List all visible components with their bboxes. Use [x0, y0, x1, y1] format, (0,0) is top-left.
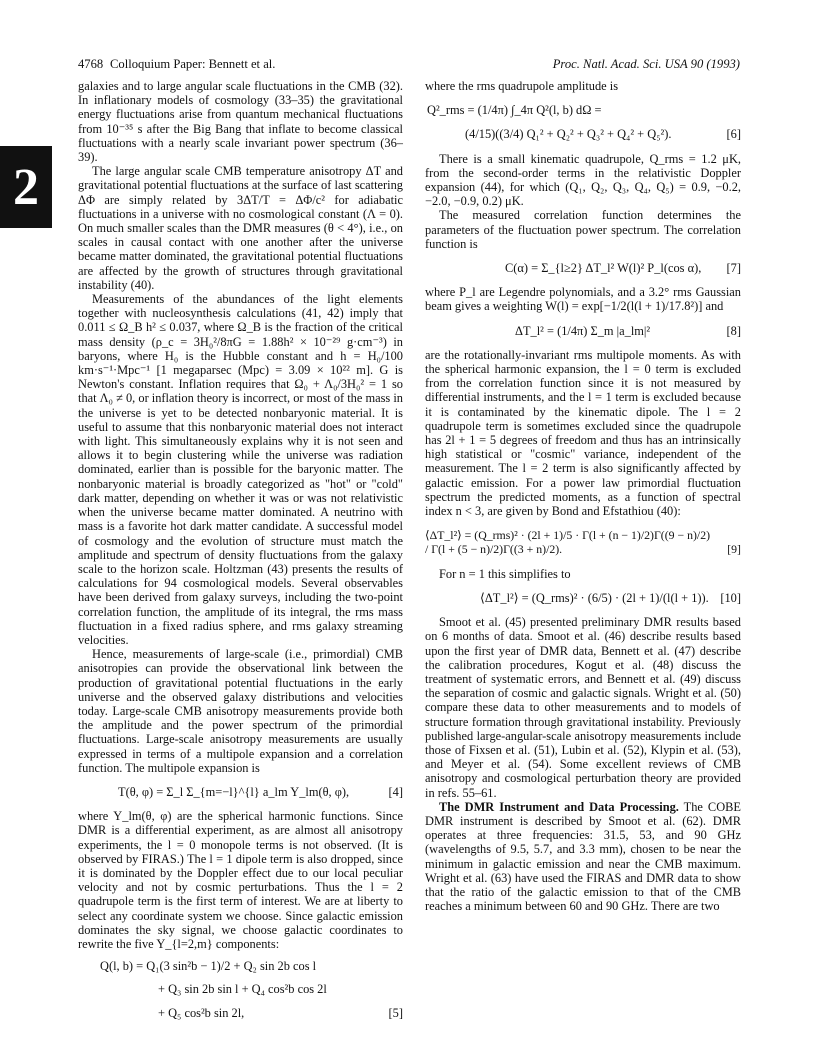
equation-text: ΔT_l² = (1/4π) Σ_m |a_lm|² — [515, 323, 651, 338]
paragraph: Hence, measurements of large-scale (i.e., primordial) CMB anisotropies can provide the observational link between the production of gravitational potential fluctuations in the early universe and the observed galaxy distributions and velocities today. Large-scale CMB anisotropy measurements provide both the amplitude and the power spectrum of the primordial fluctuations. Large-scale anisotropy measurements are usually expressed in terms of a multipole expansion and a correlation function. The multipole expansion is — [78, 647, 403, 775]
page-number: 4768 — [78, 57, 104, 71]
equation-number: [4] — [388, 784, 403, 799]
equation-number: [8] — [726, 323, 741, 338]
equation-7 — [425, 261, 741, 275]
equation-number: [10] — [720, 590, 741, 605]
paragraph: For n = 1 this simplifies to — [439, 566, 571, 581]
equation-line: + Q₅ cos²b sin 2l, — [158, 1005, 245, 1020]
equation-text: C(α) = Σ_{l≥2} ΔT_l² W(l)² P_l(cos α), — [505, 261, 702, 276]
right-column — [425, 79, 741, 913]
equation-8 — [425, 324, 741, 338]
equation-9 — [425, 528, 741, 556]
paragraph: galaxies and to large angular scale fluctuations in the CMB (32). In inflationary models of cosmology (33–35) the gravitational energy fluctuations arise from quantum mechanical fluctuations from 10⁻³⁵ s after the Big Bang that inflate to become classical fluctuations with a nearly scale invariant power spectrum (36–39). — [78, 79, 403, 165]
paragraph-body: The COBE DMR instrument is described by Smoot et al. (62). DMR operates at three frequencies: 31.5, 53, and 90 GHz (wavelengths of 9.5, 5.7, and 3.3 mm), chosen to be near the minimum in galactic emission and near the CMB maximum. Wright et al. (63) have used the FIRAS and DMR data to show that the ratio of the galactic emission to that of the CMB reaches a minimum between 60 and 90 GHz. There are two — [425, 799, 741, 914]
equation-number: [7] — [726, 261, 741, 276]
equation-text: ⟨ΔT_l²⟩ = (Q_rms)² · (2l + 1)/5 · Γ(l + (n − 1)/2)Γ((9 − n)/2) / Γ(l + (5 − n)/2)Γ((3 + n)/2). — [425, 528, 711, 557]
paragraph: where Y_lm(θ, φ) are the spherical harmonic functions. Since DMR is a differential experiment, as are almost all anisotropy experiments, the l = 0 monopole terms is not observed. (It is observed by FIRAS.) The l = 1 dipole term is also dropped, since it is dominated by the Doppler effect due to our local peculiar velocity and not by cosmic perturbations. Thus the l = 2 quadrupole term is the first term of interest. We are at liberty to select any coordinate system we choose. Since galactic emission dominates the sky signal, we choose galactic coordinates to rewrite the five Y_{l=2,m} components: — [78, 809, 403, 951]
paragraph: Measurements of the abundances of the light elements together with nucleosynthesis calculations (41, 42) imply that 0.011 ≤ Ω_B h² ≤ 0.037, where Ω_B is the fraction of the critical mass density (ρ_c = 3H₀²/8πG = 1.88h² × 10⁻²⁹ g·cm⁻³) in baryons, where H₀ is the Hubble constant and h = H₀/100 km·s⁻¹·Mpc⁻¹ [1 megaparsec (Mpc) = 3.09 × 10²² m]. G is Newton's constant. Inflation requires that Ω₀ + Λ₀/3H₀² = 1 so that Λ₀ ≠ 0, or inflation theory is incorrect, or most of the mass in the universe is yet to be detected nonbaryonic material. It is useful to assume that this nonbaryonic material does not interact with light. This simultaneously explains why it is not seen and allows it to begin clustering while the universe was radiation dominated, earlier than is possible for the baryonic matter. The nonbaryonic material is broadly categorized as "hot" or "cold" dark matter, depending on whether it was or was not relativistic when the universe became matter dominated. A neutrino with mass is a favorite hot dark matter candidate. A successful model of cosmology and the evolution of structure must match the amplitude and spectrum of density fluctuations from the galaxy scale to the horizon scale. Holtzman (43) presents the results of calculations for 94 cosmological models. Several observables have been derived from galaxy surveys, including the two-point correlation function, the amplitude of its integral, the rms mass fluctuation in a fixed radius sphere, and rms galaxy streaming velocities. — [78, 292, 403, 647]
left-column — [78, 79, 403, 1030]
equation-6 — [425, 103, 741, 141]
paragraph: are the rotationally-invariant rms multipole moments. As with the spherical harmonic expansion, the l = 0 term is excluded from the correlation function since it is not measured by differential instruments, and the l = 1 term is excluded because it is contaminated by the kinematic dipole. The l = 2 quadrupole term is sometimes excluded since the quadrupole has 2l + 1 = 5 degrees of freedom and thus has an intrinsically high statistical or "cosmic" variance, independent of the measurement. The l = 2 term is also significantly affected by galactic emission. For a power law primordial fluctuation spectrum the predicted moments, as a function of spectral index n < 3, are given by Bond and Efstathiou (40): — [425, 347, 741, 519]
paragraph: Smoot et al. (45) presented preliminary DMR results based on 6 months of data. Smoot et al. (46) describe results based upon the first year of DMR data, Bennett et al. (47) describe the calibration procedures, Kogut et al. (48) discuss the treatment of systematic errors, and Bennett et al. (49) discuss the separation of cosmic and galactic signals. Wright et al. (50) compare these data to other measurements and to models of structure formation through gravitational instability. Previously published large-angular-scale anisotropy measurements include those of Fixsen et al. (51), Lubin et al. (52), Klypin et al. (53), and Meyer et al. (54). Some excellent reviews of CMB anisotropy and cosmological perturbation theory are provided in refs. 55–61. — [425, 615, 741, 800]
equation-text: ⟨ΔT_l²⟩ = (Q_rms)² · (6/5) · (2l + 1)/(l(l + 1)). — [480, 590, 709, 605]
section-heading: The DMR Instrument and Data Processing. — [439, 799, 679, 814]
paragraph: where P_l are Legendre polynomials, and a 3.2° rms Gaussian beam gives a weighting W(l) = exp[−1/2(l(l + 1)/17.8²)] and — [425, 285, 741, 314]
equation-number: [5] — [388, 1005, 403, 1020]
paragraph — [425, 800, 741, 914]
equation-line: (4/15)((3/4) Q₁² + Q₂² + Q₃² + Q₄² + Q₅²). — [465, 127, 672, 142]
paragraph: The measured correlation function determines the parameters of the fluctuation power spectrum. The correlation function is — [425, 208, 741, 251]
equation-number: [9] — [727, 542, 741, 557]
equation-5 — [78, 959, 403, 1020]
page-header — [78, 57, 740, 75]
equation-number: [6] — [726, 127, 741, 142]
running-title: Colloquium Paper: Bennett et al. — [110, 57, 276, 71]
equation-line: + Q₃ sin 2b sin l + Q₄ cos²b cos 2l — [158, 982, 327, 997]
section-badge: 2 — [0, 146, 52, 228]
paragraph: The large angular scale CMB temperature anisotropy ΔT and gravitational potential fluctuations at the surface of last scattering ΔΦ are simply related by 3ΔT/T = ΔΦ/c² for adiabatic fluctuations in a universe with no cosmological constant (Λ = 0). On much smaller scales than the DMR measures (θ < 4°), i.e., on scales in causal contact with one another after the universe became matter dominated, the gravitational potential fluctuations are affected by the growth of structures through gravitational instability (40). — [78, 164, 403, 292]
paragraph: There is a small kinematic quadrupole, Q_rms = 1.2 μK, from the second-order terms in the relativistic Doppler expansion (44), for which (Q₁, Q₂, Q₃, Q₄, Q₅) = 0.9, −0.2, −2.0, −0.9, 0.2) μK. — [425, 151, 741, 209]
equation-10 — [425, 591, 741, 605]
equation-line: Q(l, b) = Q₁(3 sin²b − 1)/2 + Q₂ sin 2b cos l — [100, 959, 317, 974]
equation-text: T(θ, φ) = Σ_l Σ_{m=−l}^{l} a_lm Y_lm(θ, φ), — [118, 784, 350, 799]
equation-4 — [78, 785, 403, 799]
equation-line: Q²_rms = (1/4π) ∫_4π Q²(l, b) dΩ = — [427, 103, 602, 118]
paragraph: where the rms quadrupole amplitude is — [425, 79, 619, 93]
journal-citation: Proc. Natl. Acad. Sci. USA 90 (1993) — [552, 57, 740, 71]
